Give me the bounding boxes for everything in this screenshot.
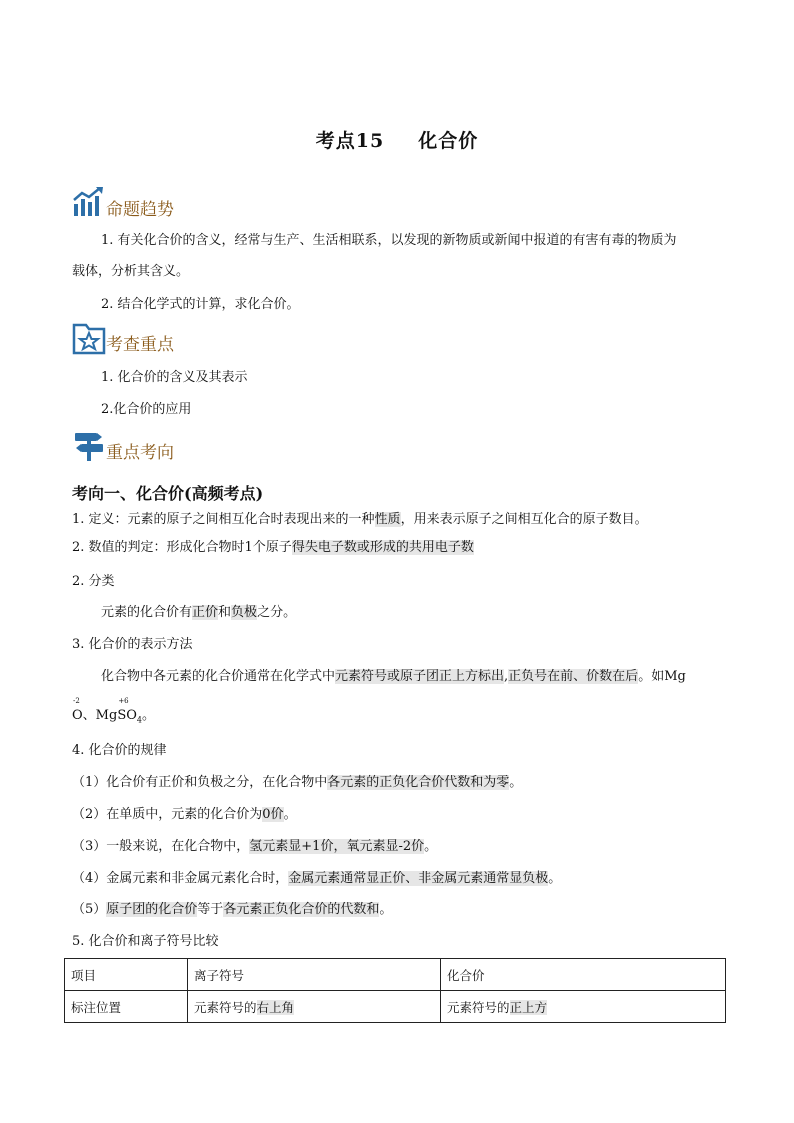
classify-highlight-2: 负极: [231, 605, 258, 620]
rule-4-suffix: 。: [548, 871, 562, 886]
ion-highlight: 右上角: [256, 999, 295, 1015]
classify-suffix: 之分。: [257, 605, 297, 620]
example-oxygen: [72, 697, 83, 726]
section-header-trend: [72, 186, 174, 220]
folder-star-icon: [72, 321, 106, 355]
judge: [72, 538, 474, 558]
rule-1-suffix: 。: [509, 775, 523, 790]
rule-5-highlight-1: 原子团的化合价: [106, 902, 198, 917]
table-row: [65, 991, 726, 1023]
rule-4-prefix: （4）金属元素和非金属元素化合时，: [72, 871, 289, 886]
table-cell-valence: [441, 991, 726, 1023]
table-header-cell: 化合价: [441, 959, 726, 991]
rule-3-prefix: （3）一般来说，在化合物中，: [72, 839, 250, 854]
example-end: 。: [141, 708, 155, 723]
notation-heading: 3. 化合价的表示方法: [72, 637, 193, 652]
example-oxygen-2: O: [126, 708, 137, 723]
notation-prefix: 化合物中各元素的化合价通常在化学式中: [101, 669, 336, 684]
classify-prefix: 元素的化合价有: [101, 605, 193, 620]
title-topic: 考点15: [315, 130, 385, 152]
signpost-icon: [72, 429, 106, 463]
section-header-direction: [72, 429, 174, 463]
key-item-2: 2.化合价的应用: [101, 402, 192, 417]
section-title-key: 考查重点: [106, 335, 174, 355]
table-cell-label: 标注位置: [65, 991, 188, 1023]
example-sulfur-symbol: S: [117, 708, 127, 723]
table-header-row: [65, 959, 726, 991]
rule-4: [72, 869, 561, 889]
trend-item-1-line-2: 载体，分析其含义。: [72, 264, 190, 279]
rule-5-suffix: 。: [379, 902, 393, 917]
judge-prefix: 2. 数值的判定：形成化合物时1个原子: [72, 540, 292, 555]
example-oxygen-symbol: O: [72, 708, 83, 723]
valence-prefix: 元素符号的: [447, 999, 510, 1015]
trend-item-1-line-1: 1. 有关化合价的含义，经常与生产、生活相联系，以发现的新物质或新闻中报道的有害有毒的物质为: [101, 233, 677, 248]
rule-3-highlight: 氢元素显+1价，氧元素显-2价: [249, 839, 425, 854]
valence-highlight: 正上方: [509, 999, 548, 1015]
example-oxygen-valence: -2: [73, 697, 80, 705]
classify-mid: 和: [218, 605, 232, 620]
bar-chart-trend-icon: [72, 186, 106, 220]
comparison-table: [64, 958, 726, 1023]
definition-prefix: 1. 定义：元素的原子之间相互化合时表现出来的一种: [72, 512, 375, 527]
judge-highlight: 得失电子数或形成的共用电子数: [291, 540, 474, 555]
table-header-cell: 离子符号: [188, 959, 441, 991]
example-sulfur-valence: +6: [118, 697, 129, 705]
rules-heading: 4. 化合价的规律: [72, 743, 167, 758]
notation-highlight-2: 正负号在前、价数在后: [508, 669, 639, 684]
compare-heading: 5. 化合价和离子符号比较: [72, 934, 219, 949]
rule-2: [72, 805, 297, 825]
classify-highlight-1: 正价: [192, 605, 219, 620]
rule-5-highlight-2: 各元素正负化合价的代数和: [223, 902, 380, 917]
example-separator: 、Mg: [82, 708, 118, 723]
definition-suffix: ，用来表示原子之间相互化合的原子数目。: [400, 512, 648, 527]
notation-example: [72, 697, 155, 731]
trend-item-2: 2. 结合化学式的计算，求化合价。: [101, 297, 300, 312]
rule-2-suffix: 。: [283, 807, 297, 822]
example-sulfur: [117, 697, 129, 726]
rule-2-prefix: （2）在单质中，元素的化合价为: [72, 807, 263, 822]
section-title-trend: 命题趋势: [106, 200, 174, 220]
table-cell-ion: [188, 991, 441, 1023]
rule-4-highlight: 金属元素通常显正价、非金属元素通常显负极: [288, 871, 549, 886]
classify-text: [101, 603, 296, 623]
example-subscript: 4: [136, 715, 142, 725]
rule-3-suffix: 。: [424, 839, 438, 854]
notation-mid: ,: [504, 669, 509, 684]
rule-1-highlight: 各元素的正负化合价代数和为零: [327, 775, 510, 790]
rule-1: [72, 773, 522, 793]
definition-highlight: 性质: [374, 512, 401, 527]
rule-3: [72, 837, 437, 857]
section-title-direction: 重点考向: [106, 443, 174, 463]
rule-5-prefix: （5）: [72, 902, 107, 917]
classify-heading: 2. 分类: [72, 574, 115, 589]
notation-suffix: 。如Mg: [638, 669, 686, 684]
notation-highlight-1: 元素符号或原子团正上方标出: [335, 669, 505, 684]
rule-5-mid: 等于: [197, 902, 224, 917]
rule-1-prefix: （1）化合价有正价和负极之分，在化合物中: [72, 775, 328, 790]
section-header-key: [72, 321, 174, 355]
page-title: [0, 126, 794, 153]
key-item-1: 1. 化合价的含义及其表示: [101, 370, 248, 385]
direction-heading: 考向一、化合价(高频考点): [72, 484, 264, 503]
rule-2-highlight: 0价: [262, 807, 284, 822]
table-header-cell: 项目: [65, 959, 188, 991]
rule-5: [72, 900, 392, 920]
ion-prefix: 元素符号的: [194, 999, 257, 1015]
definition: [72, 510, 648, 530]
title-name: 化合价: [418, 130, 479, 152]
notation-text: [101, 667, 686, 687]
